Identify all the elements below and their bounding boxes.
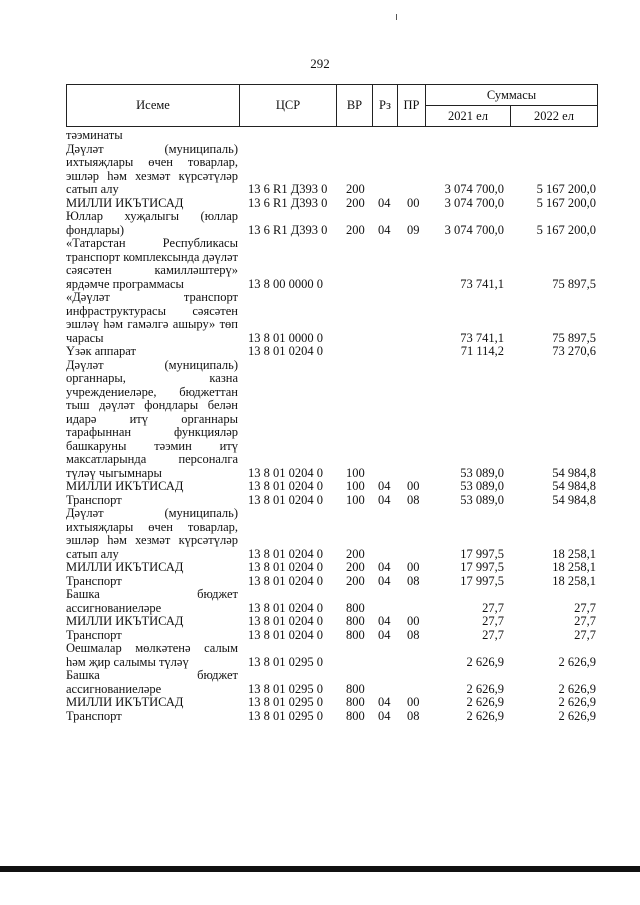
row-name: Транспорт: [66, 573, 122, 588]
row-y1: 53 089,0: [460, 492, 504, 507]
row-csr: 13 8 01 0204 0: [248, 465, 323, 480]
row-y1: 73 741,1: [460, 276, 504, 291]
row-y2: 5 167 200,0: [536, 222, 596, 237]
scan-mark: [396, 14, 397, 20]
row-name: МИЛЛИ ИКЪТИСАД: [66, 195, 184, 210]
row-csr: 13 8 01 0204 0: [248, 573, 323, 588]
row-y2: 2 626,9: [558, 708, 596, 723]
table-row: [66, 669, 596, 696]
row-vr: 100: [346, 465, 365, 480]
table-row: [66, 696, 596, 710]
row-y2: 73 270,6: [552, 344, 596, 358]
row-name: тәэминаты: [66, 128, 123, 142]
row-name: Дәүләт (муниципаль) ихтыяҗлары өчен товарлар, эшләр һәм хезмәт күрсәтүләр сатып алу: [66, 141, 238, 196]
row-rz: 04: [378, 560, 391, 574]
row-rz: 04: [378, 627, 391, 642]
row-name: Дәүләт (муниципаль) ихтыяҗлары өчен товарлар, эшләр һәм хезмәт күрсәтүләр сатып алу: [66, 506, 238, 561]
row-vr: 800: [346, 614, 365, 628]
row-csr: 13 8 01 0204 0: [248, 560, 323, 574]
row-csr: 13 8 01 0295 0: [248, 695, 323, 709]
header-2021: 2021 ел: [426, 106, 511, 127]
header-vr: ВР: [337, 85, 373, 127]
row-y2: 27,7: [574, 600, 596, 615]
table-row: [66, 291, 596, 345]
header-pr: ПР: [398, 85, 426, 127]
row-vr: 200: [346, 222, 365, 237]
row-csr: 13 8 01 0204 0: [248, 627, 323, 642]
row-y2: 75 897,5: [552, 330, 596, 345]
table-header: [66, 84, 598, 127]
row-y2: 18 258,1: [552, 573, 596, 588]
row-y2: 75 897,5: [552, 276, 596, 291]
row-rz: 04: [378, 479, 391, 493]
row-name: Транспорт: [66, 708, 122, 723]
header-rz: Рз: [373, 85, 398, 127]
row-vr: 800: [346, 627, 365, 642]
row-csr: 13 8 01 0204 0: [248, 614, 323, 628]
table-body: [66, 129, 596, 723]
row-vr: 100: [346, 492, 365, 507]
scan-edge: [0, 866, 640, 872]
row-pr: 09: [407, 222, 420, 237]
row-vr: 200: [346, 182, 365, 196]
row-y1: 27,7: [482, 600, 504, 615]
page-number: 292: [310, 56, 330, 71]
header-csr: ЦСР: [240, 85, 337, 127]
row-y2: 54 984,8: [552, 479, 596, 493]
row-vr: 200: [346, 573, 365, 588]
table-row: [66, 561, 596, 575]
row-name: МИЛЛИ ИКЪТИСАД: [66, 479, 184, 493]
row-name: «Дәүләт транспорт инфраструктурасы сәясәтен эшләү һәм гамәлгә ашыру» төп чарасы: [66, 290, 238, 345]
row-csr: 13 8 01 0000 0: [248, 330, 323, 345]
table-row: [66, 129, 596, 143]
row-y2: 2 626,9: [558, 695, 596, 709]
row-y1: 2 626,9: [466, 695, 504, 709]
row-y2: 18 258,1: [552, 546, 596, 561]
table-row: [66, 480, 596, 494]
row-pr: 00: [407, 614, 420, 628]
row-csr: 13 6 R1 Д393 0: [248, 195, 328, 210]
row-y1: 73 741,1: [460, 330, 504, 345]
row-rz: 04: [378, 695, 391, 709]
row-name: МИЛЛИ ИКЪТИСАД: [66, 614, 184, 628]
row-y1: 17 997,5: [460, 573, 504, 588]
row-vr: 800: [346, 708, 365, 723]
row-y2: 27,7: [574, 627, 596, 642]
row-csr: 13 8 01 0204 0: [248, 546, 323, 561]
row-name: Үзәк аппарат: [66, 344, 136, 358]
row-vr: 200: [346, 546, 365, 561]
row-y2: 2 626,9: [558, 654, 596, 669]
table-row: [66, 710, 596, 724]
row-csr: 13 8 00 0000 0: [248, 276, 323, 291]
row-y2: 5 167 200,0: [536, 195, 596, 210]
table-row: [66, 629, 596, 643]
row-pr: 08: [407, 708, 420, 723]
row-y1: 2 626,9: [466, 654, 504, 669]
row-pr: 00: [407, 560, 420, 574]
table-row: [66, 588, 596, 615]
row-rz: 04: [378, 708, 391, 723]
table-row: [66, 359, 596, 481]
row-name: «Татарстан Республикасы транспорт комплексында дәүләт сәясәтен камилләштерү» ярдәмче программасы: [66, 236, 238, 291]
row-pr: 00: [407, 195, 420, 210]
row-y2: 54 984,8: [552, 465, 596, 480]
table-row: [66, 197, 596, 211]
table-row: [66, 507, 596, 561]
table-row: [66, 494, 596, 508]
row-y1: 3 074 700,0: [444, 195, 504, 210]
row-csr: 13 8 01 0295 0: [248, 681, 323, 696]
row-name: Дәүләт (муниципаль) органнары, казна учреждениеләре, бюджеттан тыш дәүләт фондлары белән идарә итү органнары тарафыннан функцияләр башкаруны тәэмин итү максатларында персоналга түләү чыгымнары: [66, 357, 238, 480]
row-name: Юллар хуҗалыгы (юллар фондлары): [66, 209, 238, 237]
table-row: [66, 575, 596, 589]
row-y1: 71 114,2: [460, 344, 504, 358]
row-rz: 04: [378, 195, 391, 210]
table-row: [66, 615, 596, 629]
row-name: МИЛЛИ ИКЪТИСАД: [66, 695, 184, 709]
row-y2: 2 626,9: [558, 681, 596, 696]
row-y1: 27,7: [482, 627, 504, 642]
row-rz: 04: [378, 614, 391, 628]
row-vr: 100: [346, 479, 365, 493]
row-vr: 800: [346, 695, 365, 709]
row-name: Оешмалар мөлкәтенә салым һәм җир салымы түләү: [66, 641, 238, 669]
row-name: Башка бюджет ассигнованиеләре: [66, 668, 238, 696]
row-csr: 13 6 R1 Д393 0: [248, 182, 328, 196]
row-y1: 2 626,9: [466, 708, 504, 723]
row-y1: 27,7: [482, 614, 504, 628]
table-row: [66, 345, 596, 359]
row-rz: 04: [378, 222, 391, 237]
row-pr: 08: [407, 627, 420, 642]
row-pr: 00: [407, 695, 420, 709]
row-csr: 13 8 01 0204 0: [248, 492, 323, 507]
row-pr: 08: [407, 573, 420, 588]
header-sum: Суммасы: [426, 85, 598, 106]
row-y1: 53 089,0: [460, 465, 504, 480]
row-vr: 200: [346, 195, 365, 210]
row-y1: 2 626,9: [466, 681, 504, 696]
row-csr: 13 8 01 0295 0: [248, 654, 323, 669]
row-rz: 04: [378, 573, 391, 588]
header-2022: 2022 ел: [511, 106, 598, 127]
row-vr: 200: [346, 560, 365, 574]
row-vr: 800: [346, 681, 365, 696]
row-y1: 17 997,5: [460, 546, 504, 561]
row-csr: 13 6 R1 Д393 0: [248, 222, 328, 237]
row-y2: 54 984,8: [552, 492, 596, 507]
row-name: Башка бюджет ассигнованиеләре: [66, 587, 238, 615]
row-y2: 5 167 200,0: [536, 182, 596, 196]
row-y1: 17 997,5: [460, 560, 504, 574]
row-pr: 08: [407, 492, 420, 507]
row-name: МИЛЛИ ИКЪТИСАД: [66, 560, 184, 574]
row-y2: 18 258,1: [552, 560, 596, 574]
row-y1: 3 074 700,0: [444, 182, 504, 196]
table-row: [66, 237, 596, 291]
row-csr: 13 8 01 0204 0: [248, 600, 323, 615]
row-rz: 04: [378, 492, 391, 507]
row-csr: 13 8 01 0204 0: [248, 479, 323, 493]
row-y1: 3 074 700,0: [444, 222, 504, 237]
table-row: [66, 642, 596, 669]
row-name: Транспорт: [66, 492, 122, 507]
row-vr: 800: [346, 600, 365, 615]
table-row: [66, 143, 596, 197]
row-pr: 00: [407, 479, 420, 493]
row-y2: 27,7: [574, 614, 596, 628]
row-csr: 13 8 01 0204 0: [248, 344, 323, 358]
row-name: Транспорт: [66, 627, 122, 642]
row-y1: 53 089,0: [460, 479, 504, 493]
row-csr: 13 8 01 0295 0: [248, 708, 323, 723]
table-row: [66, 210, 596, 237]
header-name: Исеме: [67, 85, 240, 127]
